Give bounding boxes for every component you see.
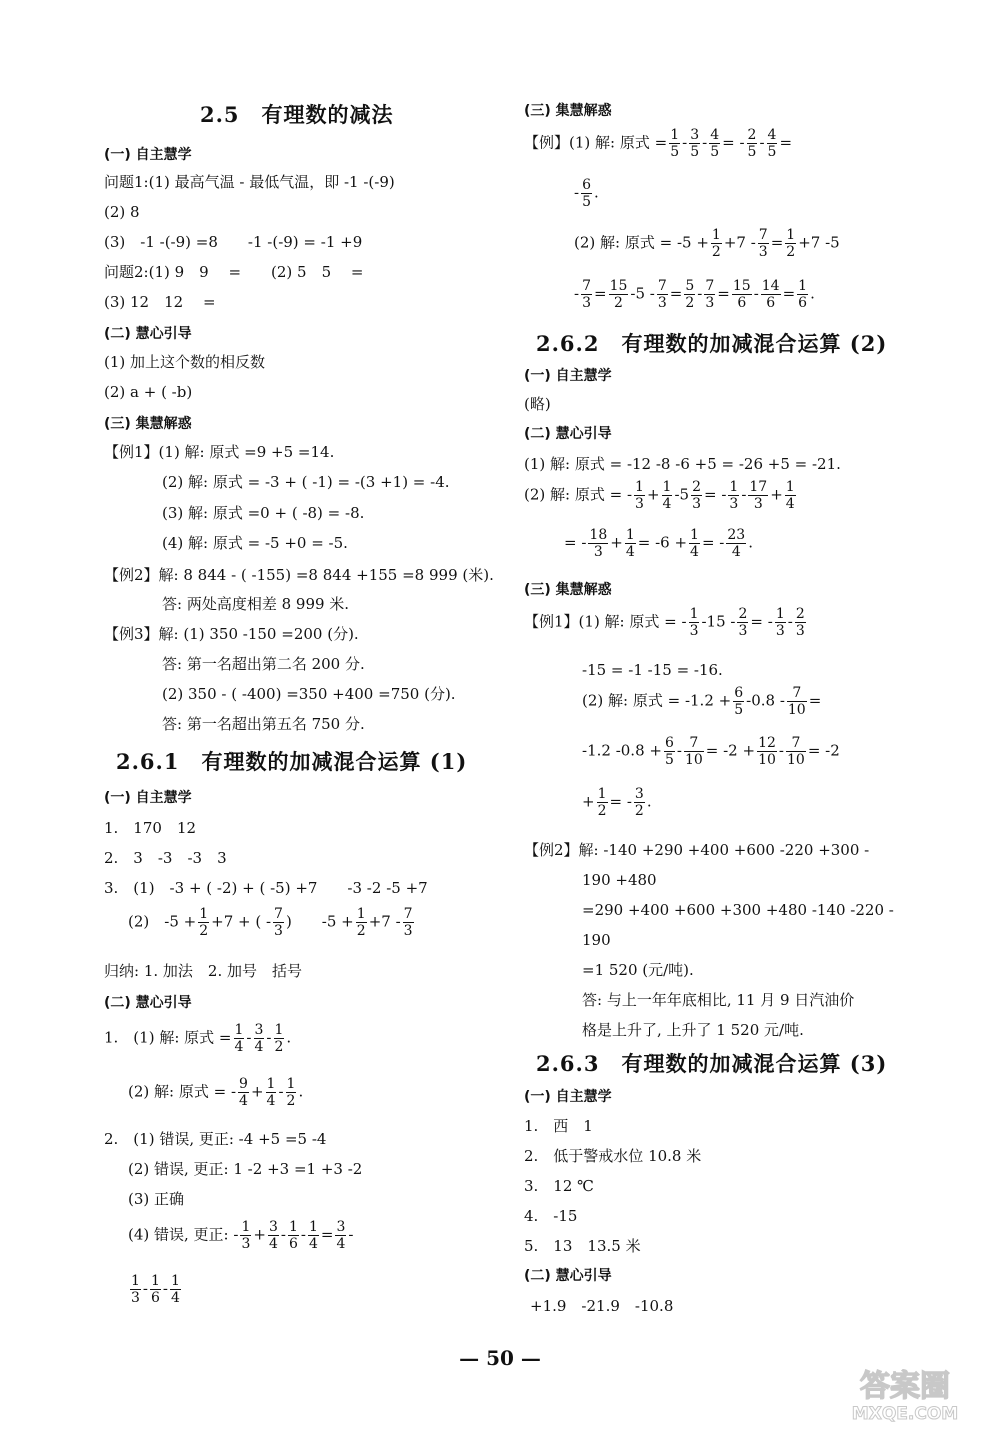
text-line: 2. 3 -3 -3 3	[104, 849, 227, 867]
fraction: $\frac{3}{2}$	[634, 786, 644, 819]
text-line: (2) 解: 原式 = -3 + ( -1) = -(3 +1) = -4.	[162, 473, 450, 491]
text-line: 【例2】解: -140 +290 +400 +600 -220 +300 -	[524, 841, 870, 859]
subsection-heading: (二) 慧心引导	[524, 1268, 612, 1284]
text-line: 答: 第一名超出第五名 750 分.	[162, 715, 365, 733]
fraction: $\frac{1}{3}$	[689, 606, 699, 639]
math-line: (2) -5 + $\frac{1}{2}$ +7 + ( - $\frac{7}{3}$ ) -5 + $\frac{1}{2}$ +7 - $\frac{7}{3}$	[128, 906, 413, 939]
text-line: 3. (1) -3 + ( -2) + ( -5) +7 -3 -2 -5 +7	[104, 879, 428, 897]
watermark-logo	[820, 1362, 990, 1424]
fraction: $\frac{1}{4}$	[625, 527, 635, 560]
text-line: =290 +400 +600 +300 +480 -140 -220 -	[582, 901, 894, 919]
fraction: $\frac{4}{5}$	[767, 127, 777, 160]
section-title: 2.6.3 有理数的加减混合运算 (3)	[536, 1051, 888, 1076]
subsection-heading: (三) 集慧解惑	[104, 416, 192, 432]
fraction: $\frac{6}{5}$	[734, 685, 744, 718]
text-line: 2. (1) 错误, 更正: -4 +5 =5 -4	[104, 1130, 327, 1148]
subsection-heading: (一) 自主慧学	[104, 790, 192, 806]
text-line: (3) 12 12 =	[104, 293, 216, 311]
fraction: $\frac{1}{2}$	[286, 1076, 296, 1109]
fraction: $\frac{1}{2}$	[199, 906, 209, 939]
fraction: $\frac{1}{2}$	[356, 906, 366, 939]
text-line: 5. 13 13.5 米	[524, 1237, 641, 1255]
fraction: $\frac{1}{2}$	[786, 227, 796, 260]
fraction: $\frac{2}{3}$	[692, 479, 701, 512]
math-line: - $\frac{7}{3}$ = $\frac{15}{2}$ -5 - $\frac{7}{3}$ = $\frac{5}{2}$ - $\frac{7}{3}$ = $\frac{15}{6}$ - $\frac{14}{6}$ = $\frac{1}{6}$ .	[574, 278, 815, 311]
fraction: $\frac{9}{4}$	[239, 1076, 248, 1109]
math-line: $\frac{1}{3}$ - $\frac{1}{6}$ - $\frac{1}{4}$	[131, 1273, 180, 1306]
fraction: $\frac{7}{3}$	[403, 906, 413, 939]
fraction: $\frac{1}{2}$	[597, 786, 607, 819]
subsection-heading: (二) 慧心引导	[104, 326, 192, 342]
fraction: $\frac{18}{3}$	[589, 527, 608, 560]
fraction: $\frac{1}{4}$	[266, 1076, 276, 1109]
fraction: $\frac{1}{6}$	[151, 1273, 160, 1306]
subsection-heading: (二) 慧心引导	[104, 995, 192, 1011]
fraction: $\frac{2}{3}$	[738, 606, 748, 639]
math-line: 【例】(1) 解: 原式 = $\frac{1}{5}$ - $\frac{3}{5}$ - $\frac{4}{5}$ = - $\frac{2}{5}$ - $\frac{4}{5}$ =	[524, 127, 793, 160]
subsection-heading: (二) 慧心引导	[524, 426, 612, 442]
text-line: 答: 第一名超出第二名 200 分.	[162, 655, 365, 673]
fraction: $\frac{1}{4}$	[662, 479, 672, 512]
fraction: $\frac{4}{5}$	[710, 127, 720, 160]
fraction: $\frac{3}{5}$	[690, 127, 700, 160]
text-line: 【例2】解: 8 844 - ( -155) =8 844 +155 =8 999 (米).	[104, 566, 494, 584]
text-line: (1) 解: 原式 = -12 -8 -6 +5 = -26 +5 = -21.	[524, 455, 841, 473]
section-title: 2.6.1 有理数的加减混合运算 (1)	[116, 749, 468, 774]
fraction: $\frac{1}{5}$	[670, 127, 680, 160]
text-line: (4) 解: 原式 = -5 +0 = -5.	[162, 534, 348, 552]
fraction: $\frac{1}{3}$	[241, 1219, 251, 1252]
fraction: $\frac{7}{3}$	[705, 278, 715, 311]
fraction: $\frac{17}{3}$	[749, 479, 768, 512]
math-line: = - $\frac{18}{3}$ + $\frac{1}{4}$ = -6 + $\frac{1}{4}$ = - $\frac{23}{4}$ .	[564, 527, 753, 560]
math-line: (2) 解: 原式 = -5 + $\frac{1}{2}$ +7 - $\frac{7}{3}$ = $\frac{1}{2}$ +7 -5	[574, 227, 840, 260]
fraction: $\frac{1}{6}$	[798, 278, 808, 311]
text-line: 190 +480	[582, 871, 657, 889]
fraction: $\frac{15}{6}$	[732, 278, 751, 311]
text-line: =1 520 (元/吨).	[582, 961, 694, 979]
section-title: 2.6.2 有理数的加减混合运算 (2)	[536, 331, 888, 356]
fraction: $\frac{15}{2}$	[609, 278, 628, 311]
subsection-heading: (三) 集慧解惑	[524, 582, 612, 598]
text-line: 【例3】解: (1) 350 -150 =200 (分).	[104, 625, 359, 643]
fraction: $\frac{5}{2}$	[685, 278, 695, 311]
fraction: $\frac{1}{4}$	[690, 527, 699, 560]
fraction: $\frac{6}{5}$	[582, 177, 591, 210]
text-line: 归纳: 1. 加法 2. 加号 括号	[104, 962, 302, 980]
math-line: 【例1】(1) 解: 原式 = - $\frac{1}{3}$ -15 - $\frac{2}{3}$ = - $\frac{1}{3}$ - $\frac{2}{3}$	[524, 606, 805, 639]
fraction: $\frac{23}{4}$	[727, 527, 746, 560]
text-line: -15 = -1 -15 = -16.	[582, 661, 723, 679]
math-line: (4) 错误, 更正: - $\frac{1}{3}$ + $\frac{3}{4}$ - $\frac{1}{6}$ - $\frac{1}{4}$ = $\frac{3}{4}$ -	[128, 1219, 354, 1252]
text-line: 答: 两处高度相差 8 999 米.	[162, 595, 350, 613]
fraction: $\frac{7}{10}$	[684, 735, 703, 768]
fraction: $\frac{7}{10}$	[786, 735, 805, 768]
fraction: $\frac{3}{4}$	[268, 1219, 278, 1252]
text-line: 问题1:(1) 最高气温 - 最低气温，即 -1 -(-9)	[104, 173, 395, 191]
math-line: - $\frac{6}{5}$ .	[574, 177, 599, 210]
math-line: 1. (1) 解: 原式 = $\frac{1}{4}$ - $\frac{3}{4}$ - $\frac{1}{2}$ .	[104, 1022, 292, 1055]
fraction: $\frac{3}{4}$	[336, 1219, 346, 1252]
fraction: $\frac{1}{6}$	[288, 1219, 298, 1252]
fraction: $\frac{7}{10}$	[787, 685, 806, 718]
text-line: (2) a + ( -b)	[104, 383, 193, 401]
subsection-heading: (一) 自主慧学	[524, 368, 612, 384]
fraction: $\frac{1}{4}$	[785, 479, 795, 512]
fraction: $\frac{1}{2}$	[711, 227, 721, 260]
text-line: (1) 加上这个数的相反数	[104, 353, 266, 371]
text-line: 1. 西 1	[524, 1117, 593, 1135]
fraction: $\frac{6}{5}$	[664, 735, 674, 768]
fraction: $\frac{1}{3}$	[635, 479, 644, 512]
text-line: (2) 8	[104, 203, 140, 221]
fraction: $\frac{7}{3}$	[274, 906, 283, 939]
fraction: $\frac{1}{2}$	[274, 1022, 284, 1055]
math-line: (2) 解: 原式 = - $\frac{1}{3}$ + $\frac{1}{4}$ -5 $\frac{2}{3}$ = - $\frac{1}{3}$ - $\frac{17}{3}$ + $\frac{1}{4}$	[524, 479, 795, 512]
subsection-heading: (一) 自主慧学	[524, 1089, 612, 1105]
math-line: (2) 解: 原式 = - $\frac{9}{4}$ + $\frac{1}{4}$ - $\frac{1}{2}$ .	[128, 1076, 304, 1109]
fraction: $\frac{2}{3}$	[795, 606, 805, 639]
text-line: 格是上升了, 上升了 1 520 元/吨.	[582, 1021, 804, 1039]
fraction: $\frac{2}{5}$	[747, 127, 757, 160]
text-line: 3. 12 ℃	[524, 1177, 594, 1195]
text-line: (略)	[524, 395, 551, 413]
math-line: + $\frac{1}{2}$ = - $\frac{3}{2}$ .	[582, 786, 652, 819]
watermark-text: 答案圈	[860, 1369, 950, 1404]
text-line: 【例1】(1) 解: 原式 =9 +5 =14.	[104, 443, 335, 461]
fraction: $\frac{7}{3}$	[657, 278, 667, 311]
text-line: 2. 低于警戒水位 10.8 米	[524, 1147, 702, 1165]
fraction: $\frac{12}{10}$	[758, 735, 776, 768]
math-line: (2) 解: 原式 = -1.2 + $\frac{6}{5}$ -0.8 - $\frac{7}{10}$ =	[582, 685, 822, 718]
fraction: $\frac{3}{4}$	[254, 1022, 264, 1055]
fraction: $\frac{1}{3}$	[775, 606, 785, 639]
fraction: $\frac{1}{3}$	[729, 479, 739, 512]
subsection-heading: (一) 自主慧学	[104, 147, 192, 163]
text-line: 答: 与上一年年底相比, 11 月 9 日汽油价	[582, 991, 855, 1009]
math-line: -1.2 -0.8 + $\frac{6}{5}$ - $\frac{7}{10}$ = -2 + $\frac{12}{10}$ - $\frac{7}{10}$ = -2	[582, 735, 840, 768]
fraction: $\frac{1}{4}$	[234, 1022, 244, 1055]
text-line: (2) 错误, 更正: 1 -2 +3 =1 +3 -2	[128, 1160, 363, 1178]
watermark-url: MXQE.COM	[851, 1404, 959, 1424]
page-number: — 50 —	[459, 1346, 541, 1370]
text-line: 问题2:(1) 9 9 = (2) 5 5 =	[104, 263, 364, 281]
fraction: $\frac{7}{3}$	[758, 227, 768, 260]
text-line: 4. -15	[524, 1207, 578, 1225]
subsection-heading: (三) 集慧解惑	[524, 103, 612, 119]
text-line: (3) 正确	[128, 1190, 185, 1208]
text-line: +1.9 -21.9 -10.8	[530, 1297, 674, 1315]
fraction: $\frac{1}{3}$	[131, 1273, 140, 1306]
fraction: $\frac{1}{4}$	[308, 1219, 318, 1252]
text-line: 1. 170 12	[104, 819, 197, 837]
text-line: (3) 解: 原式 =0 + ( -8) = -8.	[162, 504, 365, 522]
section-title: 2.5 有理数的减法	[200, 102, 394, 127]
text-line: 190	[582, 931, 611, 949]
fraction: $\frac{1}{4}$	[171, 1273, 180, 1306]
text-line: (3) -1 -(-9) =8 -1 -(-9) = -1 +9	[104, 233, 363, 251]
fraction: $\frac{7}{3}$	[582, 278, 591, 311]
text-line: (2) 350 - ( -400) =350 +400 =750 (分).	[162, 685, 456, 703]
fraction: $\frac{14}{6}$	[761, 278, 780, 311]
